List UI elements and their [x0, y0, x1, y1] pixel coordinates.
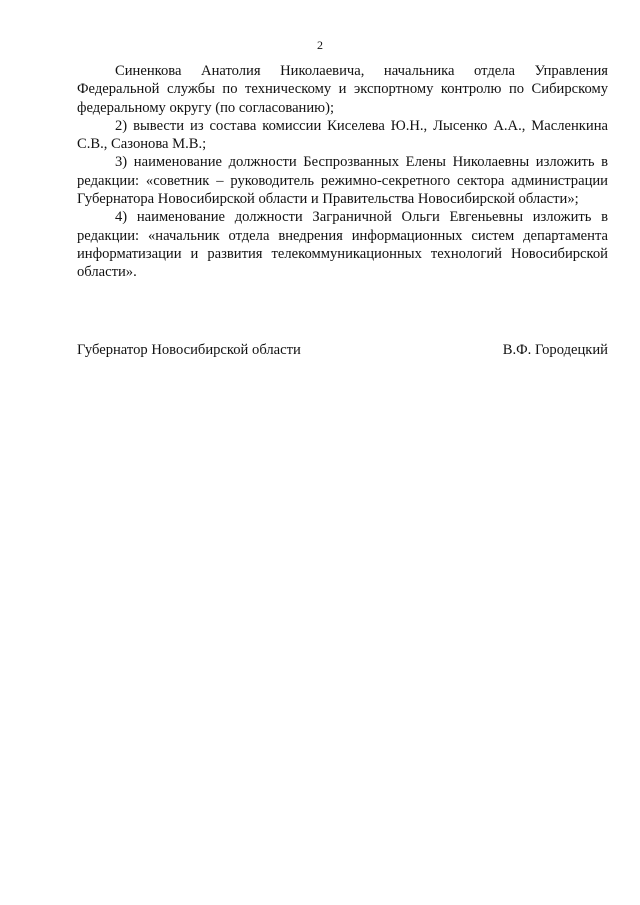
paragraph-sinenkov: Синенкова Анатолия Николаевича, начальника отдела Управления Федеральной службы по техническому и экспортному контролю по Сибирскому федеральному округу (по согласованию); [77, 63, 608, 116]
signatory-name: В.Ф. Городецкий [502, 342, 608, 358]
page-number: 2 [317, 38, 323, 52]
paragraph-item-4: 4) наименование должности Заграничной Ольги Евгеньевны изложить в редакции: «начальник отдела внедрения информационных систем департамента информатизации и развития телекоммуникационных технологий Новосибирской области». [77, 209, 608, 281]
document-body [77, 62, 608, 282]
paragraph-item-3: 3) наименование должности Беспрозванных Елены Николаевны изложить в редакции: «советник – руководитель режимно-секретного сектора администрации Губернатора Новосибирской области и Правительства Новосибирской области»; [77, 154, 608, 208]
signatory-position: Губернатор Новосибирской области [77, 342, 301, 358]
signature-block [77, 341, 608, 359]
paragraph-item-2: 2) вывести из состава комиссии Киселева Ю.Н., Лысенко А.А., Масленкина С.В., Сазонова М.В.; [77, 117, 608, 153]
